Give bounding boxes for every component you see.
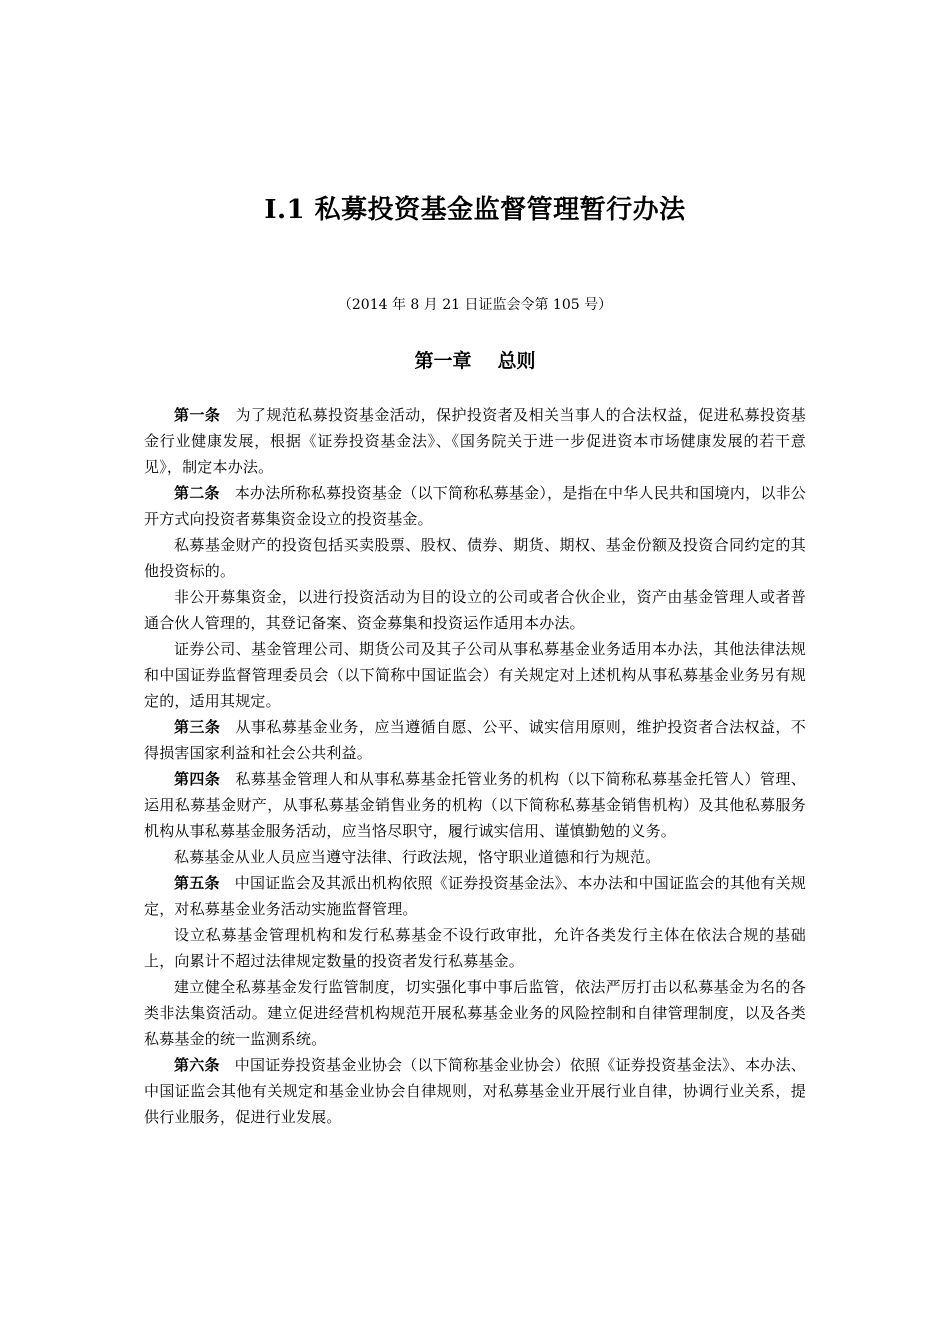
- article-number: 第三条: [174, 718, 221, 736]
- article-2-paragraph: [144, 480, 806, 532]
- document-subtitle: （2014 年 8 月 21 日证监会令第 105 号）: [337, 297, 613, 313]
- article-number: 第六条: [174, 1056, 220, 1074]
- article-2-clause-paragraph: [144, 532, 806, 584]
- article-1-paragraph: [144, 402, 806, 480]
- article-number: 第四条: [174, 770, 221, 788]
- paragraph-text: 私募基金从业人员应当遵守法律、行政法规，恪守职业道德和行为规范。: [174, 848, 661, 866]
- article-6-paragraph: [144, 1052, 806, 1130]
- paragraph-text: 中国证券投资基金业协会（以下简称基金业协会）依照《证券投资基金法》、本办法、中国证监会其他有关规定和基金业协会自律规则，对私募基金业开展行业自律，协调行业关系，提供行业服务，促进行业发展。: [144, 1056, 806, 1126]
- article-2-clause-paragraph: [144, 584, 806, 636]
- paragraph-text: 从事私募基金业务，应当遵循自愿、公平、诚实信用原则，维护投资者合法权益，不得损害国家利益和社会公共利益。: [144, 718, 806, 762]
- article-5-clause-paragraph: [144, 974, 806, 1052]
- article-5-clause-paragraph: [144, 922, 806, 974]
- article-3-paragraph: [144, 714, 806, 766]
- paragraph-text: 设立私募基金管理机构和发行私募基金不设行政审批，允许各类发行主体在依法合规的基础上，向累计不超过法律规定数量的投资者发行私募基金。: [144, 926, 806, 970]
- paragraph-text: 非公开募集资金，以进行投资活动为目的设立的公司或者合伙企业，资产由基金管理人或者普通合伙人管理的，其登记备案、资金募集和投资运作适用本办法。: [144, 588, 806, 632]
- paragraph-text: 中国证监会及其派出机构依照《证券投资基金法》、本办法和中国证监会的其他有关规定，对私募基金业务活动实施监督管理。: [144, 874, 806, 918]
- chapter-heading: [0, 344, 950, 378]
- paragraph-text: 证券公司、基金管理公司、期货公司及其子公司从事私募基金业务适用本办法，其他法律法规和中国证券监督管理委员会（以下简称中国证监会）有关规定对上述机构从事私募基金业务另有规定的，适用其规定。: [144, 640, 806, 710]
- paragraph-text: 私募基金财产的投资包括买卖股票、股权、债券、期货、期权、基金份额及投资合同约定的其他投资标的。: [144, 536, 806, 580]
- article-5-paragraph: [144, 870, 806, 922]
- paragraph-text: 本办法所称私募投资基金（以下简称私募基金），是指在中华人民共和国境内，以非公开方式向投资者募集资金设立的投资基金。: [144, 484, 806, 528]
- paragraph-text: 私募基金管理人和从事私募基金托管业务的机构（以下简称私募基金托管人）管理、运用私募基金财产，从事私募基金销售业务的机构（以下简称私募基金销售机构）及其他私募服务机构从事私募基金服务活动，应当恪尽职守，履行诚实信用、谨慎勤勉的义务。: [144, 770, 806, 840]
- document-body: [144, 402, 806, 1130]
- article-4-clause-paragraph: [144, 844, 806, 870]
- paragraph-text: 为了规范私募投资基金活动，保护投资者及相关当事人的合法权益，促进私募投资基金行业健康发展，根据《证券投资基金法》、《国务院关于进一步促进资本市场健康发展的若干意见》，制定本办法。: [144, 406, 806, 476]
- article-2-clause-paragraph: [144, 636, 806, 714]
- document-title: I.1 私募投资基金监督管理暂行办法: [264, 195, 686, 225]
- chapter-name: 总则: [497, 350, 536, 372]
- article-number: 第五条: [174, 874, 220, 892]
- article-number: 第一条: [174, 406, 221, 424]
- chapter-number: 第一章: [414, 350, 472, 372]
- article-number: 第二条: [174, 484, 220, 502]
- paragraph-text: 建立健全私募基金发行监管制度，切实强化事中事后监管，依法严厉打击以私募基金为名的各类非法集资活动。建立促进经营机构规范开展私募基金业务的风险控制和自律管理制度，以及各类私募基金的统一监测系统。: [144, 978, 806, 1048]
- article-4-paragraph: [144, 766, 806, 844]
